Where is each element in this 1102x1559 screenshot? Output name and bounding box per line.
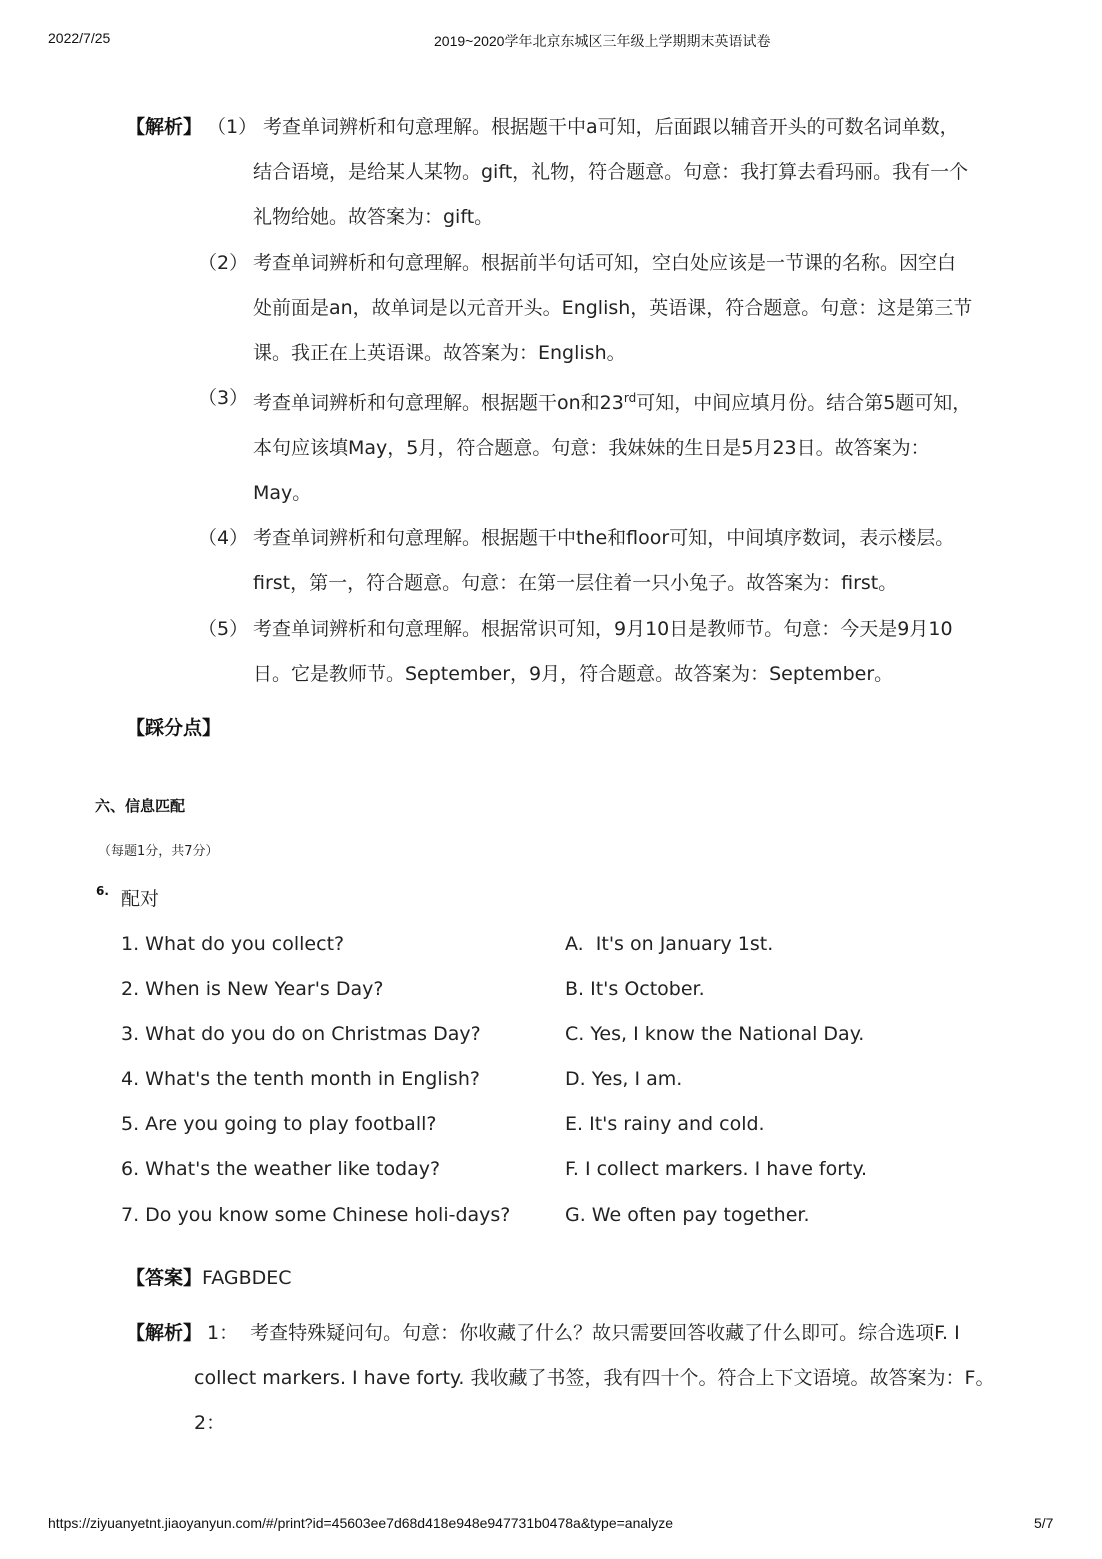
answer-label: 【答案】 [126, 1267, 203, 1289]
match-option: C. Yes, I know the National Day. [565, 1023, 865, 1045]
analysis-item-number: （3） [198, 387, 249, 409]
analysis-line: collect markers. I have forty. 我收藏了书签，我有四十个。符合上下文语境。故答案为：F。 [194, 1367, 995, 1389]
match-option: B. It's October. [565, 978, 705, 1000]
analysis-line: May。 [253, 482, 312, 504]
scoring-points-label: 【踩分点】 [126, 717, 222, 739]
match-question: 6. What's the weather like today? [121, 1158, 441, 1180]
analysis-line: 1： 考查特殊疑问句。句意：你收藏了什么？故只需要回答收藏了什么即可。综合选项F. I [207, 1322, 960, 1344]
match-question: 7. Do you know some Chinese holi-days? [121, 1204, 511, 1226]
analysis-line: 2： [194, 1412, 226, 1434]
analysis-line: 课。我正在上英语课。故答案为：English。 [253, 342, 626, 364]
answer-value: FAGBDEC [202, 1267, 292, 1289]
analysis-line: 处前面是an，故单词是以元音开头。English，英语课，符合题意。句意：这是第三节 [253, 297, 973, 319]
answer-line [126, 1269, 292, 1288]
analysis-line [253, 391, 972, 414]
page-number: 5/7 [1034, 1515, 1054, 1531]
analysis-item-number: （5） [198, 618, 249, 640]
analysis-label: 【解析】 [126, 116, 203, 138]
question-number: 6. [96, 884, 109, 898]
match-question: 3. What do you do on Christmas Day? [121, 1023, 481, 1045]
analysis-line: 考查单词辨析和句意理解。根据前半句话可知，空白处应该是一节课的名称。因空白 [253, 252, 957, 274]
analysis-label: 【解析】 [126, 1322, 203, 1344]
analysis-item-number: （2） [198, 252, 249, 274]
analysis-item-number: （1） [207, 116, 258, 138]
ordinal-suffix: rd [623, 391, 637, 405]
section-title: 六、信息匹配 [95, 797, 186, 815]
match-question: 5. Are you going to play football? [121, 1113, 437, 1135]
analysis-line: 考查单词辨析和句意理解。根据常识可知，9月10日是教师节。句意：今天是9月10 [253, 618, 953, 640]
analysis-line: first，第一，符合题意。句意：在第一层住着一只小兔子。故答案为：first。 [253, 572, 898, 594]
analysis-line: 本句应该填May，5月，符合题意。句意：我妹妹的生日是5月23日。故答案为： [253, 437, 930, 459]
print-date: 2022/7/25 [48, 30, 111, 46]
page-url[interactable]: https://ziyuanyetnt.jiaoyanyun.com/#/print?id=45603ee7d68d418e948e947731b0478a&type=analyze [48, 1515, 674, 1531]
analysis-text: 考查单词辨析和句意理解。根据题干on和23 [253, 392, 624, 414]
analysis-line: 礼物给她。故答案为：gift。 [253, 206, 494, 228]
question-prompt: 配对 [121, 888, 160, 910]
match-option: F. I collect markers. I have forty. [565, 1158, 868, 1180]
match-question: 4. What's the tenth month in English? [121, 1068, 480, 1090]
analysis-line: 考查单词辨析和句意理解。根据题干中a可知，后面跟以辅音开头的可数名词单数， [263, 116, 959, 138]
analysis-line: 结合语境，是给某人某物。gift，礼物，符合题意。句意：我打算去看玛丽。我有一个 [253, 161, 969, 183]
match-question: 2. When is New Year's Day? [121, 978, 384, 1000]
match-question: 1. What do you collect? [121, 933, 345, 955]
analysis-line: 考查单词辨析和句意理解。根据题干中the和floor可知，中间填序数词，表示楼层。 [253, 527, 955, 549]
match-option: E. It's rainy and cold. [565, 1113, 765, 1135]
match-option: G. We often pay together. [565, 1204, 810, 1226]
page-header-title: 2019~2020学年北京东城区三年级上学期期末英语试卷 [434, 33, 771, 49]
match-option: A. It's on January 1st. [565, 933, 774, 955]
analysis-line: 日。它是教师节。September，9月，符合题意。故答案为：September。 [253, 663, 894, 685]
analysis-text: 可知，中间应填月份。结合第5题可知， [636, 392, 972, 414]
match-option: D. Yes, I am. [565, 1068, 683, 1090]
analysis-item-number: （4） [198, 527, 249, 549]
section-score: （每题1分，共7分） [98, 844, 219, 859]
